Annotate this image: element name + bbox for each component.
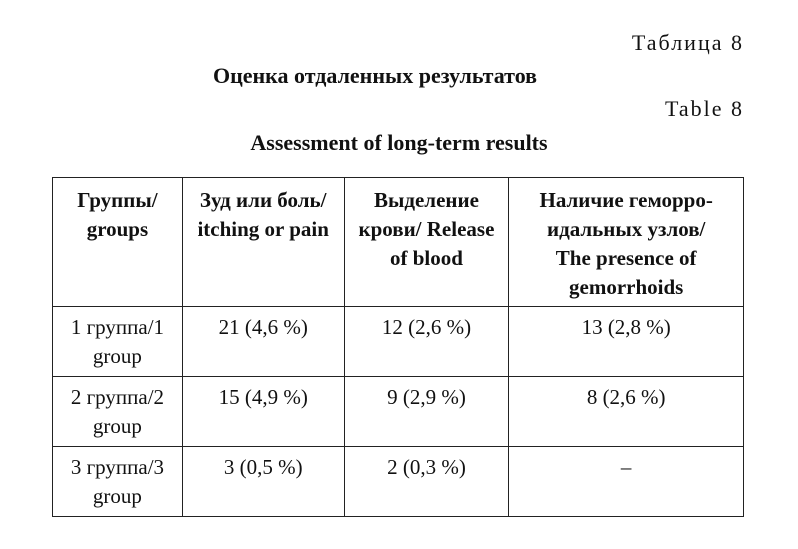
group-line: 2 группа/2	[70, 385, 165, 409]
group-line: group	[92, 414, 142, 438]
group-line: 3 группа/3	[70, 455, 165, 479]
header-hemorrhoids-line: идальных узлов/	[546, 217, 706, 241]
header-row	[53, 178, 744, 307]
blood-cell: 2 (0,3 %)	[344, 447, 509, 517]
header-hemorrhoids	[509, 178, 744, 307]
header-groups	[53, 178, 183, 307]
group-cell	[53, 307, 183, 377]
table-title-ru: Оценка отдаленных результатов	[212, 63, 538, 88]
group-cell	[53, 377, 183, 447]
header-itching	[182, 178, 344, 307]
header-itching-line: itching or pain	[197, 217, 329, 241]
header-hemorrhoids-line: The presence of	[555, 246, 697, 270]
header-hemorrhoids-line: Наличие геморро-	[539, 188, 713, 212]
hemorrhoids-cell: 8 (2,6 %)	[509, 377, 744, 447]
results-table	[52, 177, 744, 517]
table-label-en: Table 8	[664, 96, 744, 121]
group-line: group	[92, 484, 142, 508]
table-row	[53, 447, 744, 517]
table-row	[53, 307, 744, 377]
itching-cell: 21 (4,6 %)	[182, 307, 344, 377]
header-blood-line: крови/ Release	[358, 217, 495, 241]
hemorrhoids-cell: 13 (2,8 %)	[509, 307, 744, 377]
header-blood-line: Выделение	[373, 188, 479, 212]
blood-cell: 12 (2,6 %)	[344, 307, 509, 377]
group-line: group	[92, 344, 142, 368]
header-blood-line: of blood	[389, 246, 463, 270]
table-row	[53, 377, 744, 447]
header-itching-line: Зуд или боль/	[199, 188, 327, 212]
table-label-ru: Таблица 8	[631, 30, 744, 55]
itching-cell: 15 (4,9 %)	[182, 377, 344, 447]
header-groups-line: groups	[86, 217, 149, 241]
header-blood	[344, 178, 509, 307]
group-cell	[53, 447, 183, 517]
blood-cell: 9 (2,9 %)	[344, 377, 509, 447]
itching-cell: 3 (0,5 %)	[182, 447, 344, 517]
hemorrhoids-cell: –	[509, 447, 744, 517]
header-groups-line: Группы/	[77, 188, 158, 212]
table-title-en: Assessment of long-term results	[250, 130, 548, 155]
header-hemorrhoids-line: gemorrhoids	[569, 275, 684, 299]
group-line: 1 группа/1	[70, 315, 165, 339]
